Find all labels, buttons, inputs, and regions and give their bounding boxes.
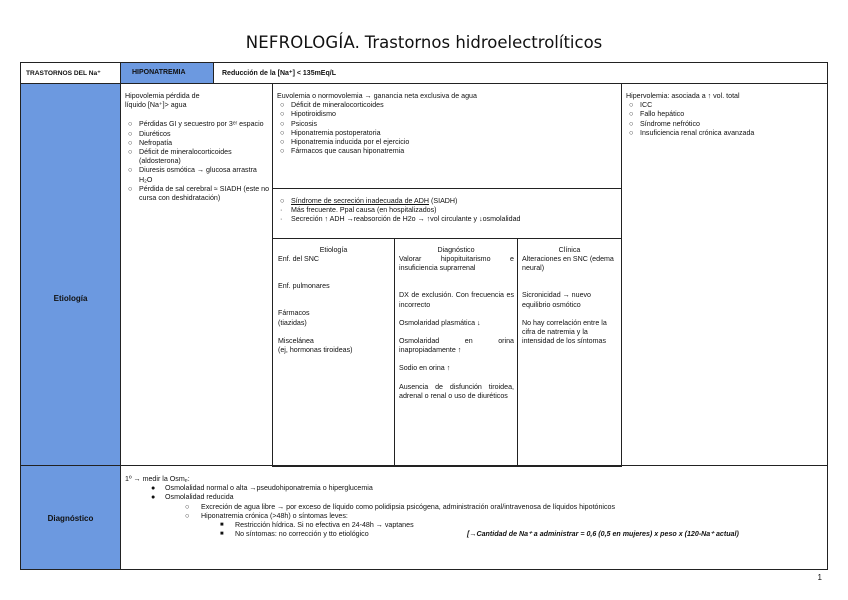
subtable-clinica-list — [522, 255, 618, 346]
hipovolemia-heading-2: líquido [Na⁺]> agua — [125, 101, 187, 110]
euvolemia-cell — [272, 83, 622, 466]
header-definition-cell — [213, 62, 828, 84]
diagnostico-cell — [120, 465, 828, 570]
diagnostico-line-3-text: Osmolalidad reducida — [165, 493, 234, 502]
subtable-header-clinica: Clínica — [558, 246, 581, 254]
list-item: ○ Psicosis — [280, 119, 318, 128]
header-label-cell — [20, 62, 121, 84]
list-item: ○ Hipotiroidismo — [280, 110, 336, 119]
row-label-diagnostico-cell — [20, 465, 121, 570]
diagnostico-block — [125, 475, 825, 539]
diagnostico-line-1: 1º → medir la Osmₚ: — [125, 475, 190, 483]
siadh-block — [277, 197, 617, 225]
hipervolemia-heading: Hipervolemia: asociada a ↑ vol. total — [626, 92, 740, 100]
list-item: (ej, hormonas tiroideas) — [278, 346, 353, 355]
list-item: ○ Pérdida de sal cerebral ≈ SIADH (este no cursa con deshidratación) — [128, 184, 270, 203]
subtable-etiologia-list — [278, 255, 393, 355]
list-item-text: Fármacos que causan hiponatremia — [291, 147, 405, 156]
list-item: Enf. pulmonares — [278, 282, 330, 291]
list-item-text: Pérdidas GI y secuestro por 3ᵉʳ espacio — [139, 120, 264, 129]
list-item: DX de exclusión. Con frecuencia es incorrecto — [399, 291, 514, 309]
siadh-line-2-text: Más frecuente. Ppal causa (en hospitalizados) — [291, 206, 437, 215]
list-item: Fármacos — [278, 309, 310, 318]
siadh-line-2: · Más frecuente. Ppal causa (en hospitalizados) — [280, 206, 437, 215]
list-item-text: Síndrome nefrótico — [640, 119, 700, 128]
diagnostico-line-6: ■ Restricción hídrica. Si no efectiva en 24-48h → vaptanes — [220, 521, 414, 530]
subtable-col-diagnostico — [394, 238, 518, 467]
subtable-header-diagnostico: Diagnóstico — [437, 246, 475, 254]
list-item: Osmolaridad plasmática ↓ — [399, 318, 481, 327]
diagnostico-line-5-text: Hiponatremia crónica (>48h) o síntomas leves: — [201, 511, 348, 520]
list-item-text: Diuréticos — [139, 129, 171, 138]
sodium-formula: [→Cantidad de Na⁺ a administrar = 0,6 (0,5 en mujeres) x peso x (120-Na⁺ actual) — [467, 530, 739, 539]
diagnostico-line-5: ○ Hiponatremia crónica (>48h) o síntomas leves: — [185, 511, 348, 520]
title-part1: NEFROLOGÍA. — [245, 33, 361, 52]
list-item: ○ Insuficiencia renal crónica avanzada — [629, 128, 755, 137]
list-item: ○ Hiponatremia inducida por el ejercicio — [280, 138, 410, 147]
hipovolemia-cell — [120, 83, 273, 466]
euvolemia-heading: Euvolemia o normovolemia → ganancia neta exclusiva de agua — [277, 92, 477, 100]
subtable-col-clinica — [517, 238, 622, 467]
header-definition: Reducción de la [Na⁺] < 135mEq/L — [222, 70, 336, 77]
row-label-etiologia: Etiología — [53, 294, 88, 303]
hipervolemia-block — [626, 92, 824, 138]
diagnostico-line-3: ● Osmolalidad reducida — [151, 493, 234, 502]
list-item: ○ Déficit de mineralocorticoides (aldosterona) — [128, 148, 232, 166]
list-item-text: ICC — [640, 101, 653, 110]
list-item-text: Fallo hepático — [640, 110, 685, 119]
page-title — [0, 33, 848, 53]
diagnostico-line-6-text: Restricción hídrica. Si no efectiva en 24-48h → vaptanes — [235, 521, 414, 530]
subtable-diagnostico-list — [399, 255, 514, 401]
subtable-header-etiologia: Etiología — [319, 246, 348, 254]
list-item: Ausencia de disfunción tiroidea, adrenal o renal o uso de diuréticos — [399, 382, 514, 400]
list-item: Enf. del SNC — [278, 255, 320, 263]
hipovolemia-heading-1: Hipovolemia pérdida de — [125, 92, 200, 100]
siadh-line-3-text: Secreción ↑ ADH →reabsorción de H2o → ↑vol circulante y ↓osmolalidad — [291, 215, 521, 224]
list-item: ○ Fallo hepático — [629, 110, 685, 119]
list-item: ○ Síndrome nefrótico — [629, 119, 700, 128]
row-label-etiologia-cell — [20, 83, 121, 466]
row-label-diagnostico: Diagnóstico — [47, 514, 94, 523]
list-item: No hay correlación entre la cifra de natremia y la intensidad de los síntomas — [522, 318, 607, 346]
list-item-text: Hiponatremia postoperatoria — [291, 128, 381, 137]
list-item: ○ Diuréticos — [128, 129, 171, 138]
list-item: ○ Hiponatremia postoperatoria — [280, 128, 381, 137]
list-item-text: Déficit de mineralocorticoides — [291, 101, 384, 110]
diagnostico-line-4: ○ Excreción de agua libre → por exceso de líquido como polidipsia psicógena, administración oral/intravenosa de líquidos hipotónicos — [185, 502, 616, 511]
diagnostico-line-7: ■ No síntomas: no corrección y tto etiológico [→Cantidad de Na⁺ a administrar = 0,6 (0,5 en mujeres) x peso x (120-Na⁺ actual) — [220, 530, 739, 539]
hipervolemia-cell — [621, 83, 828, 466]
list-item: ○ Nefropatía — [128, 138, 173, 147]
siadh-title-suffix: (SIADH) — [429, 197, 458, 205]
list-item-text: Déficit de mineralocorticoides (aldosterona) — [139, 148, 232, 166]
list-item-text: Insuficiencia renal crónica avanzada — [640, 128, 755, 137]
list-item: Miscelánea — [278, 336, 314, 345]
siadh-title-row: ○ Síndrome de secreción inadecuada de ADH (SIADH) — [280, 197, 458, 205]
euvolemia-block — [277, 92, 617, 156]
list-item: Osmolaridad en orina inapropiadamente ↑ — [399, 337, 514, 355]
diagnostico-line-4-text: Excreción de agua libre → por exceso de líquido como polidipsia psicógena, administración oral/intravenosa de líquidos hipotónicos — [201, 502, 616, 511]
list-item-text: Hiponatremia inducida por el ejercicio — [291, 138, 410, 147]
subtable-col-etiologia — [272, 238, 395, 467]
list-item: ○ Fármacos que causan hiponatremia — [280, 147, 405, 156]
list-item: Sicronicidad → nuevo equilibrio osmótico — [522, 291, 592, 309]
list-item-text: Psicosis — [291, 119, 318, 128]
siadh-line-3: · Secreción ↑ ADH →reabsorción de H2o → ↑vol circulante y ↓osmolalidad — [280, 215, 521, 224]
diagnostico-line-7-text: No síntomas: no corrección y tto etiológico — [235, 530, 369, 539]
list-item: Sodio en orina ↑ — [399, 364, 451, 373]
siadh-title: Síndrome de secreción inadecuada de ADH — [291, 197, 430, 205]
list-item: (tiazidas) — [278, 318, 307, 327]
diagnostico-line-2: ● Osmolalidad normal o alta →pseudohiponatremia o hiperglucemia — [151, 484, 373, 493]
header-topic-cell — [120, 62, 214, 84]
diagnostico-line-2-text: Osmolalidad normal o alta →pseudohiponatremia o hiperglucemia — [165, 484, 373, 493]
header-label: TRASTORNOS DEL Na⁺ — [26, 70, 101, 77]
title-part2: Trastornos hidroelectrolíticos — [364, 33, 603, 52]
list-item: ○ Déficit de mineralocorticoides — [280, 101, 384, 110]
hipovolemia-block — [125, 92, 270, 203]
list-item: Valorar hipopituitarismo e insuficiencia suprarrenal — [399, 255, 514, 273]
list-item-text: Nefropatía — [139, 138, 173, 147]
list-item-text: Pérdida de sal cerebral ≈ SIADH (este no cursa con deshidratación) — [139, 184, 270, 203]
list-item: ○ Diuresis osmótica → glucosa arrastra H₂O — [128, 166, 257, 184]
list-item-text: Hipotiroidismo — [291, 110, 336, 119]
list-item: ○ ICC — [629, 101, 653, 110]
siadh-box — [272, 188, 622, 239]
header-topic: HIPONATREMIA — [132, 69, 186, 76]
page-number: 1 — [817, 573, 822, 582]
list-item-text: Diuresis osmótica → glucosa arrastra H₂O — [139, 166, 257, 184]
list-item: ○ Pérdidas GI y secuestro por 3ᵉʳ espacio — [128, 120, 264, 129]
list-item: Alteraciones en SNC (edema neural) — [522, 255, 614, 273]
